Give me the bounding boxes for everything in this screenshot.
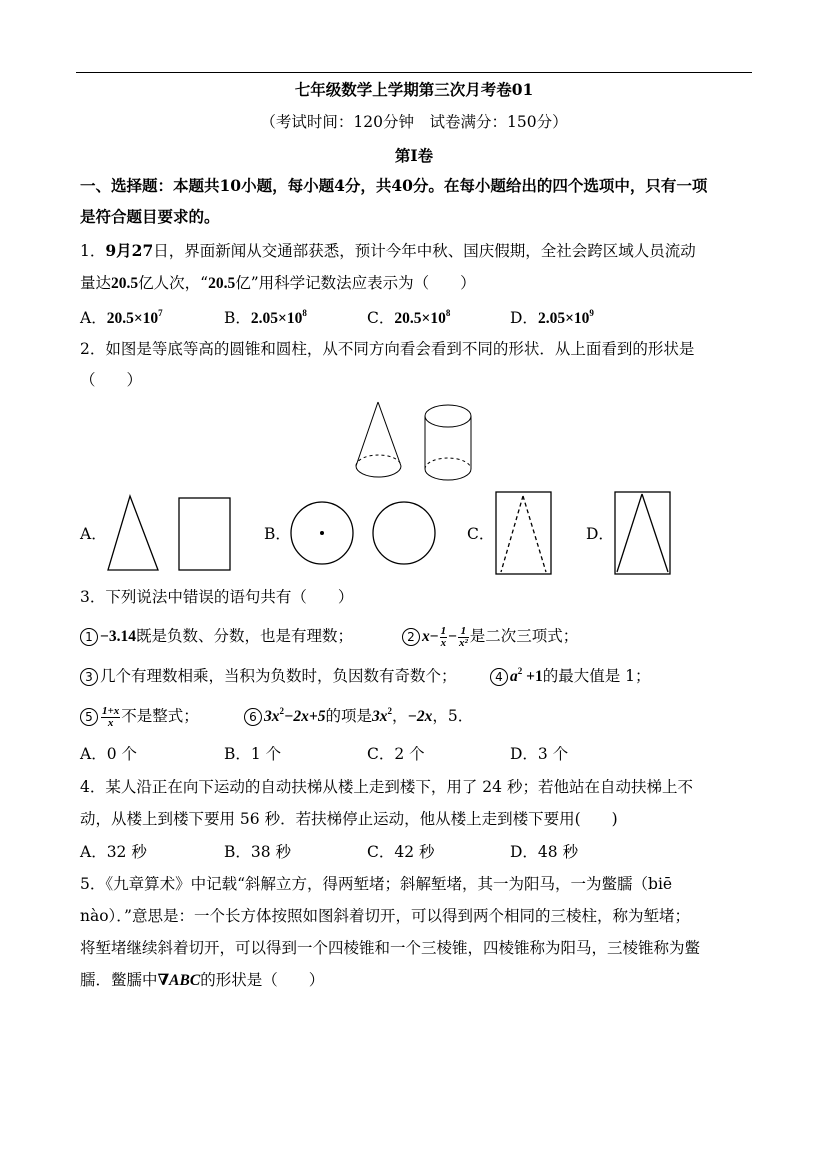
numerator: 1 (440, 624, 447, 637)
option-value: 2.05×10 (537, 310, 590, 327)
q3-s6-text: 的项是 (325, 707, 372, 725)
option-label: B． (224, 309, 251, 327)
q2-option-c-label[interactable]: C． (467, 525, 495, 543)
q1-option-b[interactable] (224, 307, 307, 330)
q2-option-a-figure[interactable] (104, 494, 234, 574)
q5-line2: nào）．”意思是：一个长方体按照如图斜着切开，可以得到两个相同的三棱柱，称为堑堵； (80, 907, 690, 925)
denominator: x² (458, 636, 468, 649)
exam-title: 七年级数学上学期第三次月考卷01 (294, 80, 534, 99)
q4-option-c[interactable]: C．42 秒 (367, 843, 435, 861)
q4-line2: 动，从楼上到楼下要用 56 秒．若扶梯停止运动，他从楼上走到楼下要用( ) (80, 810, 618, 828)
option-exponent: 8 (445, 308, 451, 318)
fraction (101, 706, 120, 729)
q1-text-c: 亿”用科学记数法应表示为（ ） (235, 274, 476, 292)
q5-line1: 5．《九章算术》中记载“斜解立方，得两堑堵；斜解堑堵，其一为阳马，一为鳖臑（biē (80, 875, 673, 893)
option-label: C． (367, 309, 395, 327)
q2-option-a-label[interactable]: A． (80, 525, 107, 543)
q1-option-c[interactable] (367, 307, 450, 330)
q2-option-d-label[interactable]: D． (586, 525, 614, 543)
rectangle-outline (496, 492, 551, 574)
q3-s1-text: 既是负数、分数，也是有理数； (135, 627, 353, 645)
q2-line1: 2．如图是等底等高的圆锥和圆柱，从不同方向看会看到不同的形状．从上面看到的形状是 (80, 340, 695, 358)
q1-line1 (80, 240, 750, 262)
option-exponent: 8 (302, 308, 307, 318)
q3-statement-4 (490, 665, 651, 688)
exam-subtitle: （考试时间：120分钟 试卷满分：150分） (260, 113, 568, 131)
cylinder-top (425, 405, 471, 427)
exponent: 2 (387, 706, 392, 716)
rectangle-outline (615, 492, 670, 574)
q3-line1: 3．下列说法中错误的语句共有（ ） (80, 588, 354, 606)
exponent: 2 (279, 706, 284, 716)
q3-s6-expr-a: 3x (264, 708, 280, 725)
solid-right-edge (642, 494, 668, 572)
q5-triangle-abc: ∇ABC (157, 972, 201, 989)
circle-shape (373, 502, 435, 564)
q3-option-d[interactable]: D．3 个 (510, 745, 569, 763)
triangle-shape (108, 496, 158, 570)
q3-s6-term2: −2x (407, 708, 433, 725)
section1-heading-line2: 是符合题目要求的。 (80, 207, 220, 226)
circled-number: 2 (402, 628, 420, 646)
q5-text-b: 的形状是（ ） (200, 971, 325, 989)
q1-date: 9月27 (105, 241, 154, 260)
q1-option-d[interactable] (510, 307, 594, 330)
cone-left-edge (356, 402, 378, 466)
q2-option-b-label[interactable]: B． (264, 525, 291, 543)
solid-left-edge (617, 494, 642, 572)
exponent: 2 (517, 666, 523, 676)
option-exponent: 7 (158, 308, 163, 318)
q3-s3-text: 几个有理数相乘，当积为负数时，负因数有奇数个； (100, 667, 457, 685)
cone-cylinder-figure (350, 400, 480, 486)
cylinder-base-front (425, 469, 471, 480)
q1-text-b: 亿人次，“ (138, 274, 209, 292)
option-exponent: 9 (589, 308, 594, 318)
dashed-left-edge (501, 496, 523, 572)
top-rule (76, 72, 752, 73)
cone-base-front (356, 466, 401, 477)
option-value: 20.5×10 (106, 310, 159, 327)
q5-line3: 将堑堵继续斜着切开，可以得到一个四棱锥和一个三棱锥，四棱锥称为阳马，三棱锥称为鳖 (80, 939, 701, 957)
q2-option-d-figure[interactable] (613, 490, 673, 576)
option-value: 2.05×10 (250, 310, 303, 327)
minus-sign: − (429, 628, 439, 645)
circled-number: 4 (490, 668, 508, 686)
q4-option-d[interactable]: D．48 秒 (510, 843, 579, 861)
q3-option-c[interactable]: C．2 个 (367, 745, 425, 763)
q3-option-a[interactable]: A．0 个 (80, 745, 137, 763)
separator: ， (392, 707, 408, 725)
q3-statement-5 (80, 705, 199, 729)
cylinder-base-back (425, 458, 471, 469)
rectangle-shape (179, 498, 230, 570)
q3-s5-text: 不是整式； (121, 707, 199, 725)
q3-option-b[interactable]: B．1 个 (224, 745, 282, 763)
dashed-right-edge (523, 496, 546, 572)
minus-sign: − (448, 628, 457, 645)
q3-s1-number: −3.14 (100, 628, 136, 645)
q4-line1: 4．某人沿正在向下运动的自动扶梯从楼上走到楼下，用了 24 秒；若他站在自动扶梯上不 (80, 778, 693, 796)
q3-s4-plus-one: +1 (522, 668, 543, 685)
q3-statement-3 (80, 665, 457, 687)
section1-heading-line1: 一、选择题：本题共10小题，每小题4分，共40分。在每小题给出的四个选项中，只有一项 (80, 176, 708, 195)
volume-heading: 第Ⅰ卷 (394, 146, 434, 165)
q1-option-a[interactable] (80, 307, 163, 330)
circled-number: 3 (80, 668, 98, 686)
q3-statement-2 (402, 625, 578, 649)
q4-option-b[interactable]: B．38 秒 (224, 843, 292, 861)
q3-statement-6 (244, 705, 473, 728)
q3-s2-x: x (422, 628, 430, 645)
circled-number: 1 (80, 628, 98, 646)
option-label: D． (510, 309, 538, 327)
option-label: A． (80, 309, 107, 327)
q1-number-b: 20.5 (208, 275, 236, 292)
cone-base-back (356, 455, 401, 466)
center-dot (320, 531, 324, 535)
fraction (440, 626, 448, 649)
fraction (458, 626, 469, 649)
q1-text: 日，界面新闻从交通部获悉，预计今年中秋、国庆假期，全社会跨区域人员流动 (153, 242, 696, 260)
q2-option-c-figure[interactable] (494, 490, 554, 576)
circled-number: 6 (244, 708, 262, 726)
denominator: x (440, 636, 447, 649)
q3-s4-a: a (510, 668, 518, 685)
q5-text-a: 臑．鳖臑中 (80, 971, 158, 989)
q3-s6-term1: 3x (372, 708, 388, 725)
q4-option-a[interactable]: A．32 秒 (80, 843, 147, 861)
q3-s6-end: ，5． (432, 707, 474, 725)
option-value: 20.5×10 (394, 310, 446, 327)
denominator: x (107, 716, 114, 729)
q1-text-a: 量达 (80, 274, 112, 292)
numerator: 1 (458, 626, 469, 638)
q3-s2-text: 是二次三项式； (469, 627, 579, 645)
circled-number: 5 (80, 708, 98, 726)
q2-option-b-figure[interactable] (290, 500, 440, 570)
q2-line2: （ ） (80, 371, 143, 389)
numerator: 1+x (102, 704, 120, 717)
q1-number-a: 20.5 (111, 275, 139, 292)
q5-line4 (80, 969, 750, 992)
q3-statement-1 (80, 625, 353, 648)
q3-s4-text: 的最大值是 1； (542, 667, 651, 685)
q1-number: 1． (80, 242, 106, 260)
q1-line2 (80, 272, 750, 295)
q3-s6-expr-b: −2x+5 (284, 708, 326, 725)
